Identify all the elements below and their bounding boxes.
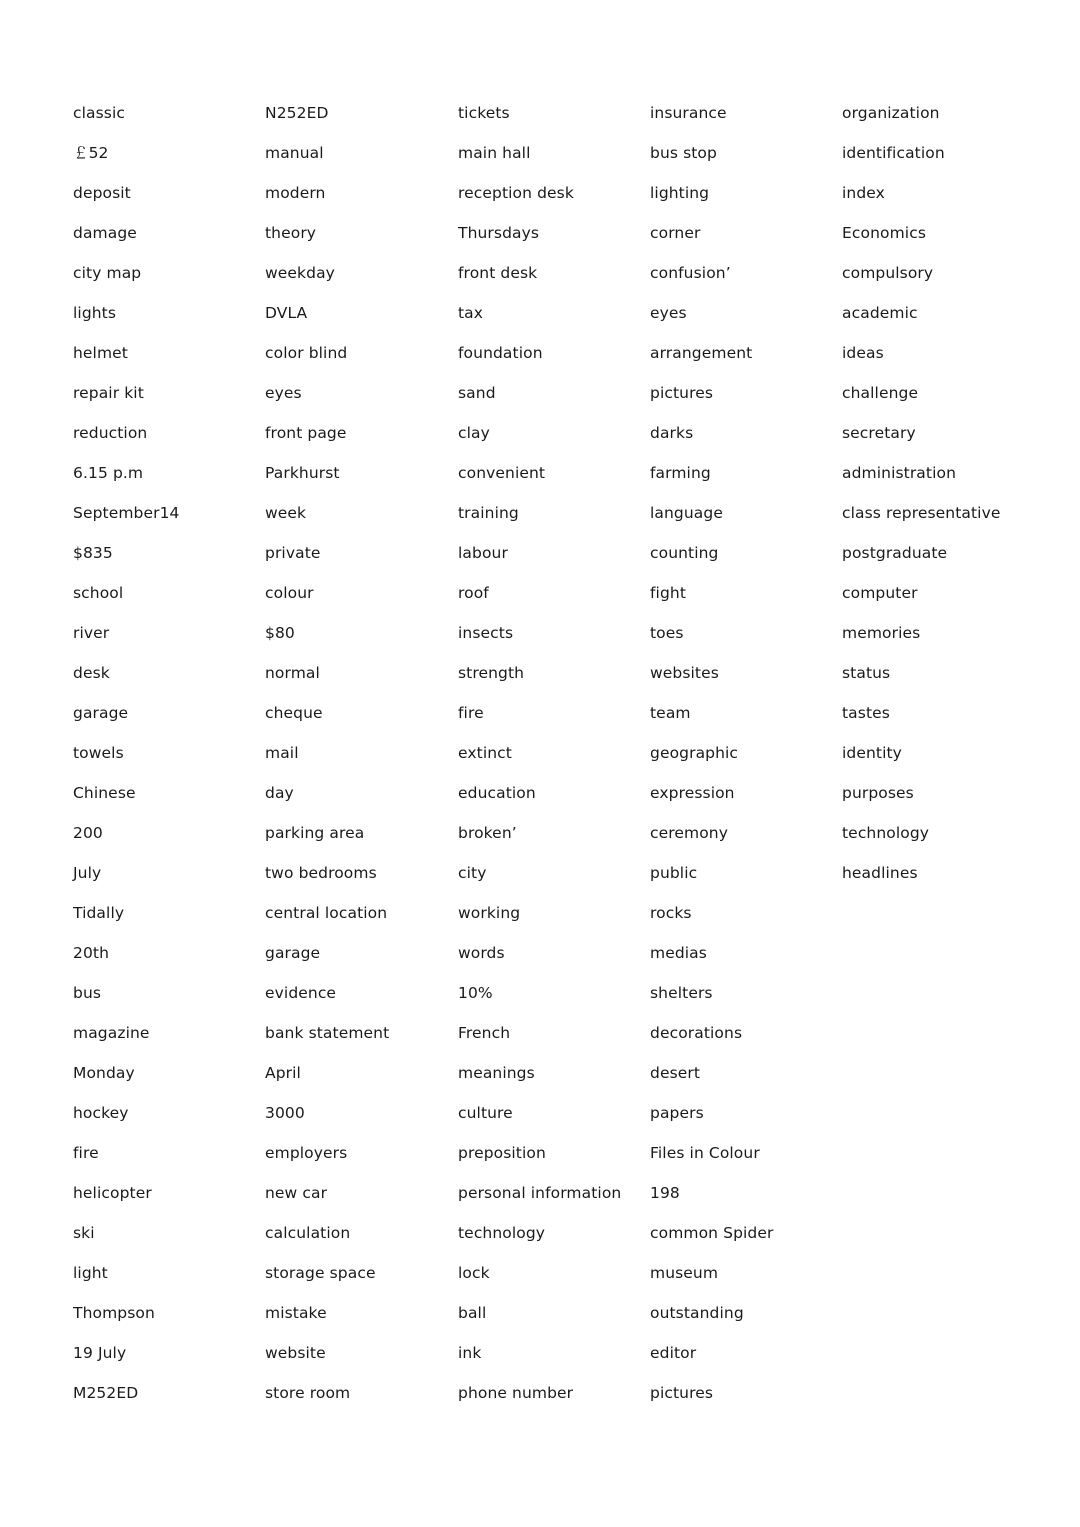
- word-item: bus: [73, 984, 102, 1002]
- word-item: museum: [650, 1264, 719, 1282]
- word-item: class representative: [842, 504, 1001, 522]
- word-item: $835: [73, 544, 113, 562]
- word-item: hockey: [73, 1104, 129, 1122]
- word-item: towels: [73, 744, 124, 762]
- word-column-4: [650, 100, 840, 1420]
- word-item: status: [842, 664, 891, 682]
- word-item: front page: [265, 424, 347, 442]
- word-item: 19 July: [73, 1344, 127, 1362]
- word-item: working: [458, 904, 521, 922]
- word-item: French: [458, 1024, 511, 1042]
- word-item: sand: [458, 384, 496, 402]
- word-item: reception desk: [458, 184, 574, 202]
- word-item: classic: [73, 104, 126, 122]
- word-item: city: [458, 864, 487, 882]
- word-item: magazine: [73, 1024, 150, 1042]
- word-item: fire: [458, 704, 484, 722]
- word-column-1: [73, 100, 263, 1420]
- word-item: color blind: [265, 344, 348, 362]
- word-item: parking area: [265, 824, 365, 842]
- word-item: fight: [650, 584, 687, 602]
- word-item: evidence: [265, 984, 337, 1002]
- word-item: reduction: [73, 424, 148, 442]
- word-column-3: [458, 100, 648, 1420]
- word-item: websites: [650, 664, 719, 682]
- word-item: helmet: [73, 344, 128, 362]
- word-item: identification: [842, 144, 945, 162]
- word-item: pictures: [650, 384, 714, 402]
- word-item: language: [650, 504, 723, 522]
- word-item: Economics: [842, 224, 927, 242]
- word-item: two bedrooms: [265, 864, 377, 882]
- word-item: headlines: [842, 864, 918, 882]
- word-item: July: [73, 864, 102, 882]
- word-item: deposit: [73, 184, 131, 202]
- word-item: storage space: [265, 1264, 376, 1282]
- word-item: outstanding: [650, 1304, 744, 1322]
- word-item: counting: [650, 544, 719, 562]
- word-item: lighting: [650, 184, 710, 202]
- word-item: week: [265, 504, 307, 522]
- word-item: computer: [842, 584, 918, 602]
- word-item: lock: [458, 1264, 490, 1282]
- word-item: training: [458, 504, 519, 522]
- word-item: academic: [842, 304, 918, 322]
- word-item: postgraduate: [842, 544, 948, 562]
- word-item: mail: [265, 744, 299, 762]
- word-item: organization: [842, 104, 940, 122]
- word-item: DVLA: [265, 304, 308, 322]
- word-item: cheque: [265, 704, 323, 722]
- word-item: store room: [265, 1384, 351, 1402]
- word-item: personal information: [458, 1184, 622, 1202]
- word-item: desk: [73, 664, 110, 682]
- word-item: index: [842, 184, 885, 202]
- word-item: light: [73, 1264, 108, 1282]
- word-item: Parkhurst: [265, 464, 340, 482]
- word-item: technology: [458, 1224, 546, 1242]
- word-item: expression: [650, 784, 735, 802]
- word-item: meanings: [458, 1064, 535, 1082]
- word-item: rocks: [650, 904, 692, 922]
- word-item: geographic: [650, 744, 739, 762]
- word-item: front desk: [458, 264, 538, 282]
- word-item: ceremony: [650, 824, 729, 842]
- word-item: ball: [458, 1304, 487, 1322]
- word-item: modern: [265, 184, 326, 202]
- word-column-5: [842, 100, 1062, 900]
- word-item: ideas: [842, 344, 884, 362]
- word-item: tickets: [458, 104, 510, 122]
- word-item: bus stop: [650, 144, 717, 162]
- word-item: labour: [458, 544, 508, 562]
- word-item: school: [73, 584, 124, 602]
- word-item: editor: [650, 1344, 697, 1362]
- word-item: 10%: [458, 984, 493, 1002]
- word-item: theory: [265, 224, 317, 242]
- word-item: employers: [265, 1144, 348, 1162]
- word-item: insects: [458, 624, 514, 642]
- word-item: insurance: [650, 104, 727, 122]
- word-item: public: [650, 864, 698, 882]
- word-item: Monday: [73, 1064, 135, 1082]
- word-item: broken’: [458, 824, 517, 842]
- word-item: shelters: [650, 984, 713, 1002]
- word-item: river: [73, 624, 110, 642]
- word-item: damage: [73, 224, 137, 242]
- word-item: desert: [650, 1064, 701, 1082]
- word-item: corner: [650, 224, 701, 242]
- word-item: fire: [73, 1144, 99, 1162]
- word-item: administration: [842, 464, 956, 482]
- word-item: M252ED: [73, 1384, 139, 1402]
- word-item: challenge: [842, 384, 919, 402]
- word-item: education: [458, 784, 536, 802]
- word-item: team: [650, 704, 691, 722]
- word-item: identity: [842, 744, 902, 762]
- word-item: 20th: [73, 944, 110, 962]
- word-item: culture: [458, 1104, 513, 1122]
- word-item: roof: [458, 584, 489, 602]
- word-item: 3000: [265, 1104, 305, 1122]
- word-item: website: [265, 1344, 326, 1362]
- word-item: city map: [73, 264, 142, 282]
- word-item: ski: [73, 1224, 95, 1242]
- word-item: strength: [458, 664, 525, 682]
- word-item: ￡52: [73, 144, 109, 162]
- word-item: April: [265, 1064, 301, 1082]
- word-item: foundation: [458, 344, 543, 362]
- word-item: words: [458, 944, 505, 962]
- word-item: confusion’: [650, 264, 731, 282]
- word-item: normal: [265, 664, 320, 682]
- word-item: farming: [650, 464, 711, 482]
- word-item: Thompson: [73, 1304, 155, 1322]
- word-item: tax: [458, 304, 484, 322]
- word-item: weekday: [265, 264, 335, 282]
- word-item: darks: [650, 424, 694, 442]
- word-item: garage: [73, 704, 129, 722]
- word-item: private: [265, 544, 321, 562]
- word-item: central location: [265, 904, 388, 922]
- word-item: garage: [265, 944, 321, 962]
- word-item: Files in Colour: [650, 1144, 760, 1162]
- word-item: decorations: [650, 1024, 743, 1042]
- word-item: clay: [458, 424, 490, 442]
- word-item: day: [265, 784, 294, 802]
- word-item: arrangement: [650, 344, 753, 362]
- word-item: ink: [458, 1344, 482, 1362]
- word-item: purposes: [842, 784, 914, 802]
- word-item: technology: [842, 824, 930, 842]
- word-item: eyes: [650, 304, 687, 322]
- word-item: $80: [265, 624, 295, 642]
- word-item: phone number: [458, 1384, 574, 1402]
- word-item: 6.15 p.m: [73, 464, 144, 482]
- word-item: secretary: [842, 424, 916, 442]
- word-item: 198: [650, 1184, 680, 1202]
- word-item: mistake: [265, 1304, 327, 1322]
- word-item: colour: [265, 584, 314, 602]
- word-item: bank statement: [265, 1024, 390, 1042]
- word-item: convenient: [458, 464, 546, 482]
- word-item: new car: [265, 1184, 328, 1202]
- word-item: main hall: [458, 144, 531, 162]
- word-item: helicopter: [73, 1184, 152, 1202]
- word-item: repair kit: [73, 384, 144, 402]
- word-item: pictures: [650, 1384, 714, 1402]
- word-item: tastes: [842, 704, 890, 722]
- word-item: manual: [265, 144, 324, 162]
- word-item: medias: [650, 944, 707, 962]
- word-item: extinct: [458, 744, 512, 762]
- word-item: eyes: [265, 384, 302, 402]
- word-item: N252ED: [265, 104, 329, 122]
- word-item: toes: [650, 624, 684, 642]
- word-item: common Spider: [650, 1224, 774, 1242]
- word-item: memories: [842, 624, 921, 642]
- word-item: Chinese: [73, 784, 136, 802]
- word-item: lights: [73, 304, 117, 322]
- word-item: papers: [650, 1104, 704, 1122]
- word-item: Tidally: [73, 904, 125, 922]
- word-column-2: [265, 100, 455, 1420]
- word-item: compulsory: [842, 264, 934, 282]
- word-item: calculation: [265, 1224, 351, 1242]
- word-item: Thursdays: [458, 224, 540, 242]
- word-item: September14: [73, 504, 180, 522]
- word-item: preposition: [458, 1144, 546, 1162]
- word-item: 200: [73, 824, 103, 842]
